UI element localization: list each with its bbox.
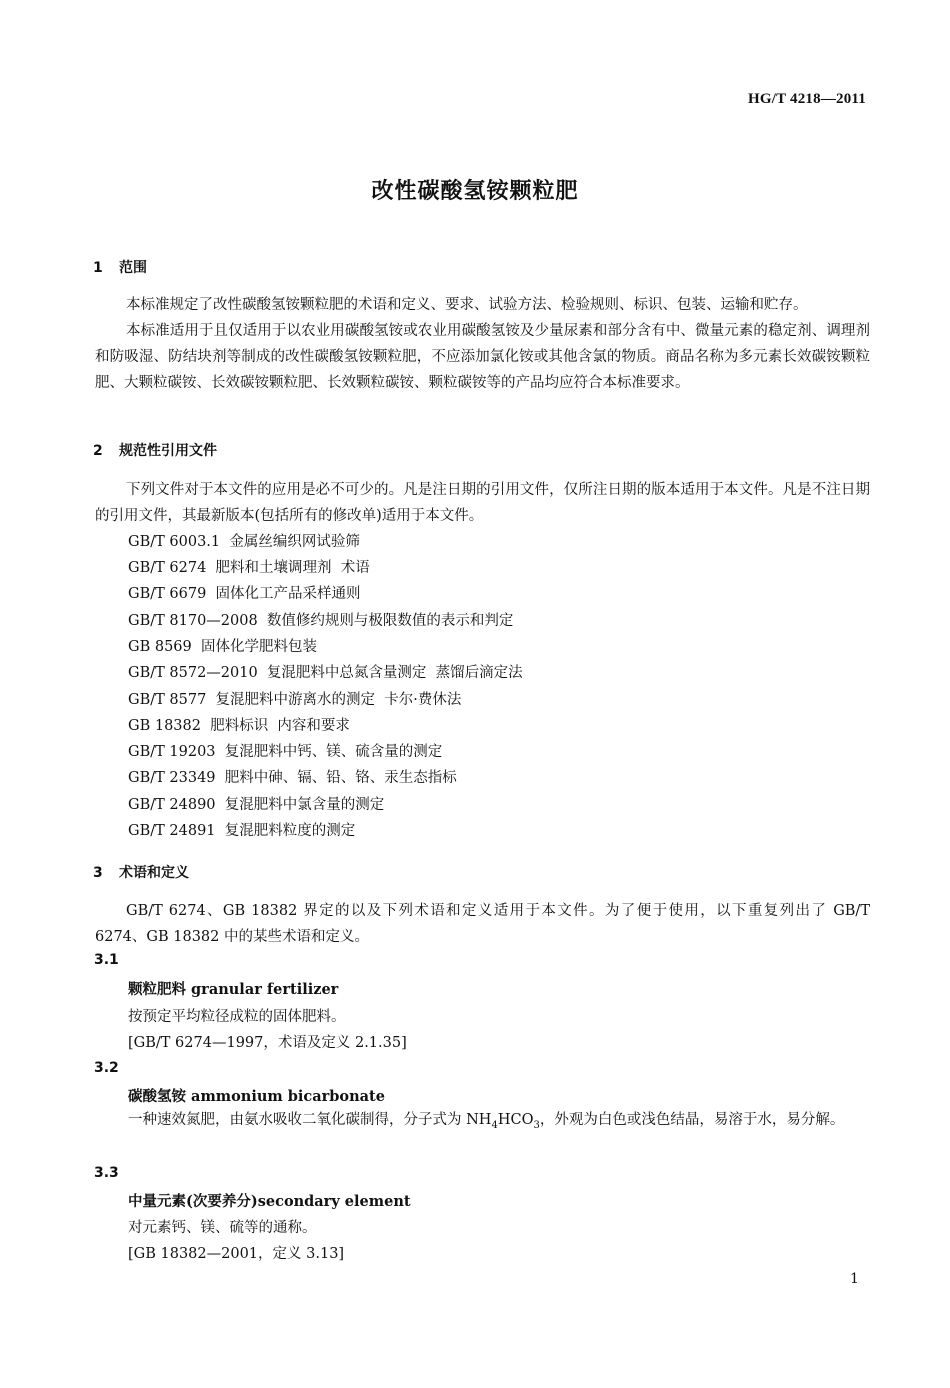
term-definition: 按预定平均粒径成粒的固体肥料。	[128, 1009, 346, 1025]
term-heading: 颗粒肥料 granular fertilizer	[128, 981, 339, 998]
term-heading: 中量元素(次要养分)secondary element	[128, 1193, 411, 1210]
term-heading: 碳酸氢铵 ammonium bicarbonate	[128, 1088, 385, 1105]
section-2-para-1: 下列文件对于本文件的应用是必不可少的。凡是注日期的引用文件，仅所注日期的版本适用于本文件。凡是不注日期的引用文件，其最新版本(包括所有的修改单)适用于本文件。	[95, 482, 870, 524]
section-number: 3	[93, 865, 103, 881]
reference-item: GB/T 24890 复混肥料中氯含量的测定	[128, 797, 385, 813]
clause-number: 3.2	[94, 1060, 119, 1076]
reference-item: GB/T 6274 肥料和土壤调理剂 术语	[128, 560, 370, 576]
reference-item: GB/T 8170—2008 数值修约规则与极限数值的表示和判定	[128, 613, 514, 629]
definition-text: 一种速效氮肥，由氨水吸收二氧化碳制得，分子式为 NH	[128, 1112, 492, 1128]
subscript: 3	[533, 1119, 540, 1131]
reference-item: GB/T 6679 固体化工产品采样通则	[128, 586, 361, 602]
term-source: [GB 18382—2001，定义 3.13]	[128, 1246, 345, 1262]
subscript: 4	[491, 1119, 498, 1131]
section-2-heading	[93, 440, 217, 460]
reference-item: GB/T 19203 复混肥料中钙、镁、硫含量的测定	[128, 744, 443, 760]
section-3-heading	[93, 862, 189, 882]
reference-item: GB/T 23349 肥料中砷、镉、铅、铬、汞生态指标	[128, 770, 457, 786]
reference-item: GB/T 24891 复混肥料粒度的测定	[128, 823, 356, 839]
section-1-para-1: 本标准规定了改性碳酸氢铵颗粒肥的术语和定义、要求、试验方法、检验规则、标识、包装、运输和贮存。	[126, 297, 808, 313]
section-1-heading	[93, 257, 147, 277]
definition-text: ，外观为白色或浅色结晶，易溶于水，易分解。	[539, 1112, 845, 1128]
section-title: 规范性引用文件	[119, 443, 217, 459]
term-definition	[95, 1107, 870, 1139]
section-1-para-2: 本标准适用于且仅适用于以农业用碳酸氢铵或农业用碳酸氢铵及少量尿素和部分含有中、微量元素的稳定剂、调理剂和防吸湿、防结块剂等制成的改性碳酸氢铵颗粒肥，不应添加氯化铵或其他含氯的物质。商品名称为多元素长效碳铵颗粒肥、大颗粒碳铵、长效碳铵颗粒肥、长效颗粒碳铵、颗粒碳铵等的产品均应符合本标准要求。	[95, 323, 870, 391]
reference-item: GB 8569 固体化学肥料包装	[128, 639, 317, 655]
reference-item: GB 18382 肥料标识 内容和要求	[128, 718, 350, 734]
section-number: 1	[93, 260, 103, 276]
standard-code: HG/T 4218—2011	[748, 91, 866, 107]
term-source: [GB/T 6274—1997，术语及定义 2.1.35]	[128, 1035, 407, 1051]
reference-item: GB/T 8572—2010 复混肥料中总氮含量测定 蒸馏后滴定法	[128, 665, 523, 681]
section-number: 2	[93, 443, 103, 459]
reference-item: GB/T 8577 复混肥料中游离水的测定 卡尔·费休法	[128, 692, 462, 708]
definition-text: HCO	[497, 1112, 534, 1128]
term-definition: 对元素钙、镁、硫等的通称。	[128, 1220, 317, 1236]
section-title: 范围	[119, 260, 147, 276]
clause-number: 3.1	[94, 952, 119, 968]
section-3-para-1: GB/T 6274、GB 18382 界定的以及下列术语和定义适用于本文件。为了便于使用，以下重复列出了 GB/T 6274、GB 18382 中的某些术语和定义。	[95, 903, 870, 945]
page-number: 1	[850, 1271, 859, 1287]
clause-number: 3.3	[94, 1165, 119, 1181]
reference-item: GB/T 6003.1 金属丝编织网试验筛	[128, 534, 360, 550]
document-title: 改性碳酸氢铵颗粒肥	[371, 179, 579, 204]
section-title: 术语和定义	[119, 865, 189, 881]
